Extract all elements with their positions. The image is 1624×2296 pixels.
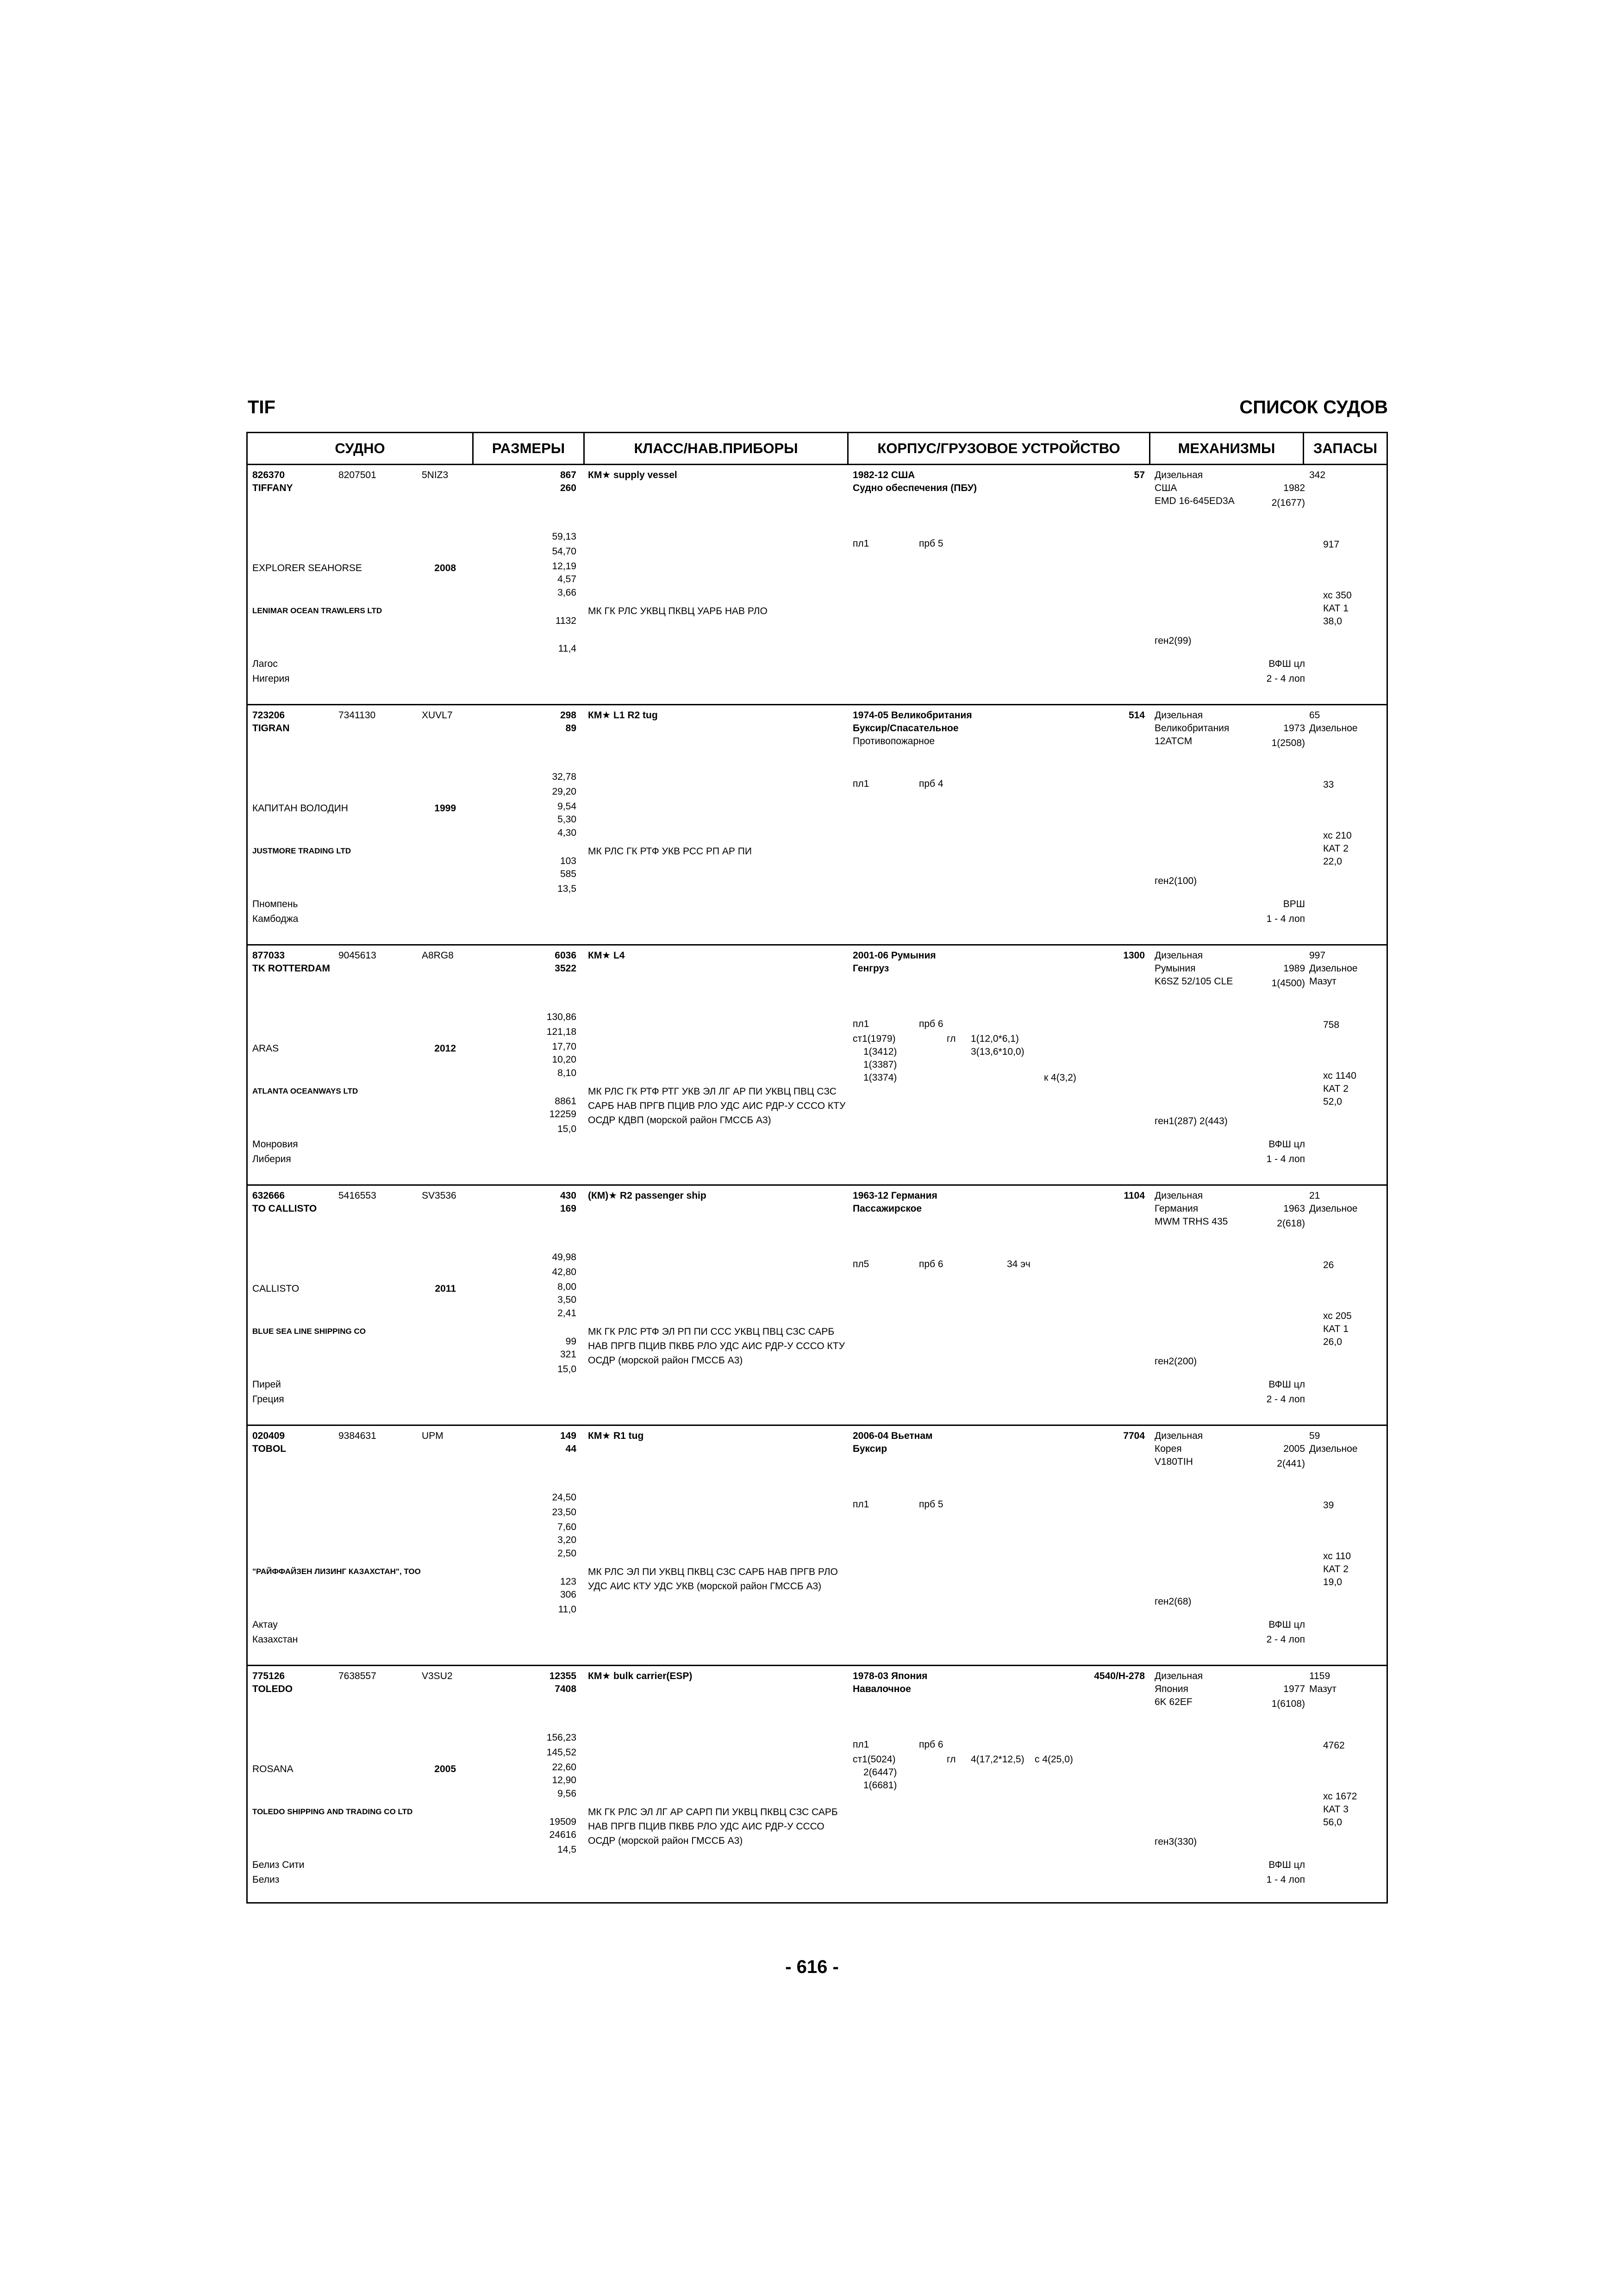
ship-type: Буксир [853, 1444, 887, 1454]
speed: 11,4 [558, 643, 576, 654]
dimension: 2,50 [557, 1548, 576, 1559]
dimension: 145,52 [546, 1747, 576, 1758]
speed: 15,0 [557, 1124, 576, 1134]
speed: 11,0 [558, 1604, 576, 1615]
cargo-2: 1(3412) [863, 1046, 897, 1057]
nav-equipment: МК РЛС ГК РТФ РТГ УКВ ЭЛ ЛГ АР ПИ УКВЦ ПВЦ СЗС САРБ НАВ ПРГВ ПЦИВ РЛО УДС АИС РДР-У СССО КТУ ОСДР КДВП (морской район ГМССБ А3) [588, 1086, 846, 1126]
store-kat: КАТ 2 [1323, 1564, 1349, 1574]
engine-country: Япония [1155, 1684, 1188, 1694]
imo-number: 7341130 [338, 710, 376, 721]
deadweight: 99 [565, 1336, 576, 1347]
store-xc: хс 205 [1323, 1311, 1352, 1321]
propeller-blades: 1 - 4 лоп [1266, 1154, 1305, 1164]
port: Пномпень [252, 899, 298, 909]
ship-record [248, 1666, 1387, 1906]
reg-number: 723206 [252, 710, 285, 721]
fuel-1: 65 [1309, 710, 1320, 721]
propeller-blades: 2 - 4 лоп [1266, 1394, 1305, 1405]
hull-number: 7704 [1123, 1431, 1145, 1441]
owner: JUSTMORE TRADING LTD [252, 846, 351, 855]
former-name: CALLISTO [252, 1283, 300, 1294]
deadweight: 103 [560, 856, 576, 866]
store-1: 4762 [1323, 1740, 1345, 1751]
cargo-extra: 34 эч [1007, 1259, 1031, 1269]
store-v: 26,0 [1323, 1337, 1342, 1347]
dimension: 54,70 [552, 546, 576, 557]
displacement: 321 [560, 1349, 576, 1360]
engine-year: 1982 [1283, 483, 1305, 493]
class-notation: КМ★ bulk carrier(ESP) [588, 1671, 693, 1681]
store-v: 19,0 [1323, 1577, 1342, 1587]
holds: прб 6 [919, 1739, 943, 1750]
store-xc: хс 210 [1323, 830, 1352, 841]
store-1: 39 [1323, 1500, 1334, 1511]
class-notation: КМ★ L1 R2 tug [588, 710, 658, 721]
dimension: 29,20 [552, 786, 576, 797]
dimension: 4,30 [557, 828, 576, 838]
dimension: 8,00 [557, 1282, 576, 1292]
speed: 13,5 [557, 884, 576, 894]
engine-year: 1977 [1283, 1684, 1305, 1694]
flag-country: Камбоджа [252, 914, 299, 924]
ship-type: Генгруз [853, 963, 889, 974]
port: Пирей [252, 1379, 281, 1390]
class-notation: КМ★ R1 tug [588, 1431, 644, 1441]
displacement: 12259 [549, 1109, 576, 1120]
fuel-2: Дизельное [1309, 963, 1358, 974]
ship-record [248, 1426, 1387, 1666]
displacement: 24616 [549, 1829, 576, 1840]
engine-year: 2005 [1283, 1444, 1305, 1454]
engine-year: 1989 [1283, 963, 1305, 974]
cargo-1: ст1(1979) [853, 1033, 896, 1044]
fuel-2: Дизельное [1309, 1444, 1358, 1454]
col-stores: ЗАПАСЫ [1313, 440, 1378, 456]
built: 1978-03 Япония [853, 1671, 928, 1681]
store-1: 33 [1323, 779, 1334, 790]
gross-tonnage: 298 [560, 710, 576, 721]
former-year: 2011 [435, 1283, 456, 1294]
dimension: 121,18 [546, 1027, 576, 1037]
dimension: 3,66 [557, 587, 576, 598]
engine-power: 2(618) [1277, 1218, 1305, 1229]
cargo-c: с 4(25,0) [1035, 1754, 1073, 1765]
class-notation: КМ★ L4 [588, 950, 625, 961]
engine-model: V180TIH [1155, 1456, 1193, 1467]
engine-power: 2(1677) [1271, 498, 1305, 508]
net-tonnage: 3522 [555, 963, 576, 974]
store-v: 22,0 [1323, 856, 1342, 867]
gross-tonnage: 867 [560, 470, 576, 480]
fuel-1: 59 [1309, 1431, 1320, 1441]
displacement: 306 [560, 1589, 576, 1600]
propeller-blades: 1 - 4 лоп [1266, 1874, 1305, 1885]
flag-country: Казахстан [252, 1634, 298, 1645]
dimension: 59,13 [552, 531, 576, 542]
store-kat: КАТ 1 [1323, 1324, 1349, 1334]
generators: ген2(68) [1155, 1596, 1192, 1607]
fuel-1: 21 [1309, 1190, 1320, 1201]
cargo-4: 1(3374) [863, 1072, 897, 1083]
imo-number: 8207501 [338, 470, 376, 480]
flag-country: Либерия [252, 1154, 291, 1164]
generators: ген1(287) 2(443) [1155, 1116, 1228, 1126]
header-left: TIF [248, 397, 275, 417]
nav-equipment: МК РЛС ЭЛ ПИ УКВЦ ПКВЦ СЗС САРБ НАВ ПРГВ РЛО УДС АИС КТУ УДС УКВ (морской район ГМССБ А3) [588, 1567, 838, 1592]
built: 2006-04 Вьетнам [853, 1431, 933, 1441]
ship-record [248, 946, 1387, 1186]
dimension: 8,10 [557, 1068, 576, 1078]
decks: пл1 [853, 778, 869, 789]
former-name: EXPLORER SEAHORSE [252, 563, 362, 573]
cargo-2: 2(6447) [863, 1767, 897, 1778]
engine-model: K6SZ 52/105 CLE [1155, 976, 1233, 987]
owner: "РАЙФФАЙЗЕН ЛИЗИНГ КАЗАХСТАН", ТОО [252, 1567, 421, 1576]
dimension: 3,20 [557, 1535, 576, 1545]
gross-tonnage: 12355 [549, 1671, 576, 1681]
generators: ген3(330) [1155, 1836, 1197, 1847]
col-dims: РАЗМЕРЫ [474, 433, 585, 464]
speed: 15,0 [557, 1364, 576, 1375]
header-right: СПИСОК СУДОВ [1239, 397, 1388, 417]
deadweight: 8861 [555, 1096, 576, 1107]
store-v: 38,0 [1323, 616, 1342, 627]
propeller-blades: 2 - 4 лоп [1266, 1634, 1305, 1645]
class-notation: КМ★ supply vessel [588, 470, 677, 480]
store-1: 758 [1323, 1020, 1340, 1030]
store-v: 56,0 [1323, 1817, 1342, 1828]
holds: прб 4 [919, 778, 943, 789]
engine-country: Великобритания [1155, 723, 1230, 734]
store-1: 26 [1323, 1260, 1334, 1270]
engine-type: Дизельная [1155, 1431, 1203, 1441]
dimension: 10,20 [552, 1054, 576, 1065]
ship-name: TOLEDO [252, 1684, 293, 1694]
propeller: ВФШ цл [1268, 1379, 1305, 1390]
ship-name: TIGRAN [252, 723, 290, 734]
engine-country: Корея [1155, 1444, 1182, 1454]
propeller: ВФШ цл [1268, 659, 1305, 669]
built: 1963-12 Германия [853, 1190, 937, 1201]
cargo-k: к 4(3,2) [1044, 1072, 1076, 1083]
engine-power: 1(4500) [1271, 978, 1305, 989]
store-xc: хс 1140 [1323, 1070, 1356, 1081]
hull-number: 57 [1134, 470, 1145, 480]
deadweight: 123 [560, 1576, 576, 1587]
ship-type: Буксир/Спасательное [853, 723, 959, 734]
dimension: 5,30 [557, 814, 576, 825]
store-v: 52,0 [1323, 1096, 1342, 1107]
engine-model: 12ATCM [1155, 736, 1193, 747]
hull-number: 4540/H-278 [1094, 1671, 1145, 1681]
call-sign: XUVL7 [422, 710, 453, 721]
fuel-2: Дизельное [1309, 1203, 1358, 1214]
reg-number: 826370 [252, 470, 285, 480]
cargo-3: 1(6681) [863, 1780, 897, 1791]
owner: ATLANTA OCEANWAYS LTD [252, 1087, 358, 1095]
nav-equipment: МК ГК РЛС УКВЦ ПКВЦ УАРБ НАВ РЛО [588, 606, 768, 616]
decks: пл5 [853, 1259, 869, 1269]
port: Монровия [252, 1139, 298, 1150]
store-1: 917 [1323, 539, 1340, 550]
cargo-3: 1(3387) [863, 1059, 897, 1070]
ship-name: TOBOL [252, 1444, 287, 1454]
engine-year: 1963 [1283, 1203, 1305, 1214]
ship-type-2: Противопожарное [853, 736, 935, 747]
owner: LENIMAR OCEAN TRAWLERS LTD [252, 606, 382, 615]
ship-type: Пассажирское [853, 1203, 922, 1214]
dimension: 12,90 [552, 1775, 576, 1786]
decks: пл1 [853, 1499, 869, 1510]
reg-number: 020409 [252, 1431, 285, 1441]
ship-type: Навалочное [853, 1684, 911, 1694]
reg-number: 775126 [252, 1671, 285, 1681]
fuel-2: Мазут [1309, 1684, 1337, 1694]
engine-type: Дизельная [1155, 470, 1203, 480]
dimension: 130,86 [546, 1012, 576, 1022]
dimension: 24,50 [552, 1492, 576, 1503]
net-tonnage: 7408 [555, 1684, 576, 1694]
engine-power: 2(441) [1277, 1458, 1305, 1469]
ship-record [248, 465, 1387, 705]
engine-country: Румыния [1155, 963, 1196, 974]
engine-model: MWM TRHS 435 [1155, 1216, 1228, 1227]
speed: 14,5 [557, 1844, 576, 1855]
col-class: КЛАСС/НАВ.ПРИБОРЫ [585, 433, 849, 464]
nav-equipment: МК ГК РЛС РТФ ЭЛ РП ПИ ССС УКВЦ ПВЦ СЗС САРБ НАВ ПРГВ ПЦИВ ПКВБ РЛО УДС АИС РДР-У СССО КТУ ОСДР (морской район ГМССБ А3) [588, 1326, 845, 1366]
holds: прб 5 [919, 1499, 943, 1510]
cargo-gl-3: 3(13,6*10,0) [971, 1046, 1024, 1057]
gross-tonnage: 149 [560, 1431, 576, 1441]
engine-country: Германия [1155, 1203, 1199, 1214]
engine-type: Дизельная [1155, 1671, 1203, 1681]
holds: прб 6 [919, 1259, 943, 1269]
engine-model: EMD 16-645ED3A [1155, 496, 1235, 506]
dimension: 156,23 [546, 1732, 576, 1743]
propeller: ВРШ [1283, 899, 1305, 909]
dimension: 49,98 [552, 1252, 576, 1263]
engine-power: 1(6108) [1271, 1699, 1305, 1709]
col-hull: КОРПУС/ГРУЗОВОЕ УСТРОЙСТВО [849, 433, 1150, 464]
reg-number: 632666 [252, 1190, 285, 1201]
built: 2001-06 Румыния [853, 950, 936, 961]
decks: пл1 [853, 1739, 869, 1750]
deadweight: 19509 [549, 1817, 576, 1827]
call-sign: UPM [422, 1431, 443, 1441]
col-ship: СУДНО [248, 433, 474, 464]
dimension: 4,57 [557, 574, 576, 585]
former-name: ROSANA [252, 1764, 294, 1774]
gross-tonnage: 430 [560, 1190, 576, 1201]
engine-country: США [1155, 483, 1177, 493]
holds: прб 5 [919, 538, 943, 549]
hull-number: 514 [1128, 710, 1145, 721]
imo-number: 5416553 [338, 1190, 376, 1201]
built: 1974-05 Великобритания [853, 710, 972, 721]
owner: TOLEDO SHIPPING AND TRADING CO LTD [252, 1807, 413, 1816]
hull-number: 1300 [1123, 950, 1145, 961]
store-kat: КАТ 2 [1323, 1083, 1349, 1094]
imo-number: 9045613 [338, 950, 376, 961]
dimension: 9,56 [557, 1788, 576, 1799]
built: 1982-12 США [853, 470, 915, 480]
dimension: 32,78 [552, 772, 576, 782]
flag-country: Греция [252, 1394, 284, 1405]
fuel-1: 342 [1309, 470, 1326, 480]
generators: ген2(100) [1155, 876, 1197, 886]
net-tonnage: 260 [560, 483, 576, 493]
former-name: КАПИТАН ВОЛОДИН [252, 803, 348, 814]
store-kat: КАТ 3 [1323, 1804, 1349, 1815]
propeller: ВФШ цл [1268, 1619, 1305, 1630]
hull-number: 1104 [1124, 1190, 1145, 1201]
propeller-blades: 1 - 4 лоп [1266, 914, 1305, 924]
owner: BLUE SEA LINE SHIPPING CO [252, 1327, 366, 1336]
call-sign: V3SU2 [422, 1671, 453, 1681]
propeller-blades: 2 - 4 лоп [1266, 673, 1305, 684]
imo-number: 7638557 [338, 1671, 376, 1681]
port: Белиз Сити [252, 1860, 305, 1870]
former-year: 2008 [434, 563, 456, 573]
fuel-3: Мазут [1309, 976, 1337, 987]
propeller: ВФШ цл [1268, 1860, 1305, 1870]
propeller: ВФШ цл [1268, 1139, 1305, 1150]
engine-type: Дизельная [1155, 950, 1203, 961]
dimension: 23,50 [552, 1507, 576, 1518]
deadweight: 1132 [555, 616, 576, 626]
call-sign: A8RG8 [422, 950, 454, 961]
cargo-gl: гл [947, 1033, 956, 1044]
imo-number: 9384631 [338, 1431, 376, 1441]
fuel-1: 1159 [1309, 1671, 1330, 1681]
generators: ген2(99) [1155, 635, 1192, 646]
former-year: 1999 [434, 803, 456, 814]
store-kat: КАТ 1 [1323, 603, 1349, 614]
net-tonnage: 169 [560, 1203, 576, 1214]
ship-name: TK ROTTERDAM [252, 963, 330, 974]
ship-name: TIFFANY [252, 483, 293, 493]
call-sign: SV3536 [422, 1190, 456, 1201]
store-xc: хс 1672 [1323, 1791, 1357, 1802]
store-xc: хс 110 [1323, 1551, 1351, 1562]
net-tonnage: 44 [565, 1444, 576, 1454]
nav-equipment: МК ГК РЛС ЭЛ ЛГ АР САРП ПИ УКВЦ ПКВЦ СЗС САРБ НАВ ПРГВ ПЦИВ ПКВБ РЛО УДС АИС РДР-У СССО ОСДР (морской район ГМССБ А3) [588, 1807, 838, 1846]
dimension: 12,19 [552, 561, 576, 572]
decks: пл1 [853, 538, 869, 549]
cargo-gl-2: 1(12,0*6,1) [971, 1033, 1019, 1044]
former-name: ARAS [252, 1043, 279, 1054]
decks: пл1 [853, 1019, 869, 1029]
class-notation: (КМ)★ R2 passenger ship [588, 1190, 706, 1201]
ship-table [246, 432, 1388, 1904]
dimension: 42,80 [552, 1267, 576, 1277]
cargo-gl: гл [947, 1754, 956, 1765]
dimension: 3,50 [557, 1294, 576, 1305]
page-number: - 616 - [785, 1957, 839, 1977]
port: Лагос [252, 659, 278, 669]
port: Актау [252, 1619, 278, 1630]
displacement: 585 [560, 869, 576, 879]
ship-record [248, 705, 1387, 946]
fuel-1: 997 [1309, 950, 1326, 961]
net-tonnage: 89 [565, 723, 576, 734]
flag-country: Нигерия [252, 673, 290, 684]
gross-tonnage: 6036 [555, 950, 576, 961]
engine-model: 6K 62EF [1155, 1697, 1193, 1707]
engine-type: Дизельная [1155, 1190, 1203, 1201]
store-xc: хс 350 [1323, 590, 1352, 601]
dimension: 9,54 [557, 801, 576, 812]
col-mech: МЕХАНИЗМЫ [1150, 433, 1304, 464]
store-kat: КАТ 2 [1323, 843, 1349, 854]
ship-type: Судно обеспечения (ПБУ) [853, 483, 977, 493]
ship-record [248, 1186, 1387, 1426]
dimension: 22,60 [552, 1762, 576, 1773]
holds: прб 6 [919, 1019, 943, 1029]
call-sign: 5NIZ3 [422, 470, 449, 480]
ship-name: TO CALLISTO [252, 1203, 317, 1214]
former-year: 2005 [434, 1764, 456, 1774]
engine-type: Дизельная [1155, 710, 1203, 721]
reg-number: 877033 [252, 950, 285, 961]
cargo-gl-2: 4(17,2*12,5) [971, 1754, 1024, 1765]
flag-country: Белиз [252, 1874, 280, 1885]
cargo-1: ст1(5024) [853, 1754, 896, 1765]
engine-power: 1(2508) [1271, 738, 1305, 748]
nav-equipment: МК РЛС ГК РТФ УКВ РСС РП АР ПИ [588, 846, 752, 857]
former-year: 2012 [434, 1043, 456, 1054]
dimension: 2,41 [557, 1308, 576, 1319]
generators: ген2(200) [1155, 1356, 1197, 1367]
fuel-2: Дизельное [1309, 723, 1358, 734]
dimension: 17,70 [552, 1041, 576, 1052]
dimension: 7,60 [557, 1522, 576, 1532]
engine-year: 1973 [1283, 723, 1305, 734]
